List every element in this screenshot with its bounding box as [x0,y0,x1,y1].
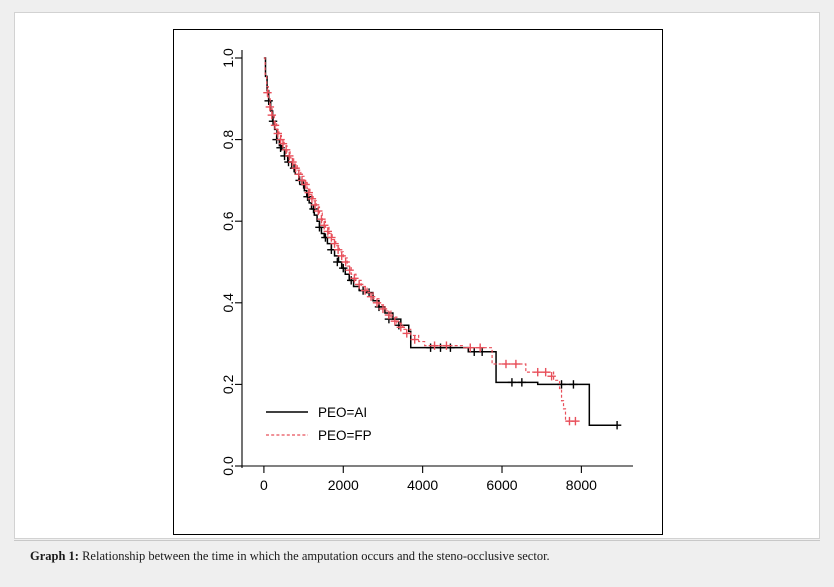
y-tick-label: 0.8 [220,129,236,150]
chart-container [173,29,663,535]
legend-label-1: PEO=FP [318,428,372,443]
y-tick-label: 1.0 [220,48,236,68]
y-tick-label: 0.4 [220,293,236,313]
y-tick-label: 0.0 [220,456,236,476]
y-tick-label: 0.6 [220,211,236,231]
x-tick-label: 8000 [565,477,597,493]
caption-body: Relationship between the time in which the amputation occurs and the steno-occlusive sector. [78,549,550,563]
survival-chart [174,30,662,534]
legend-label-0: PEO=AI [318,405,368,420]
caption-bar [14,540,820,574]
y-tick-label: 0.2 [220,374,236,395]
figure-panel [14,12,820,539]
figure-caption [30,549,550,564]
x-tick-label: 6000 [486,477,518,493]
x-tick-label: 2000 [327,477,359,493]
x-tick-label: 0 [260,477,268,493]
caption-label: Graph 1: [30,549,79,563]
caption-divider [14,540,820,541]
x-tick-label: 4000 [407,477,439,493]
